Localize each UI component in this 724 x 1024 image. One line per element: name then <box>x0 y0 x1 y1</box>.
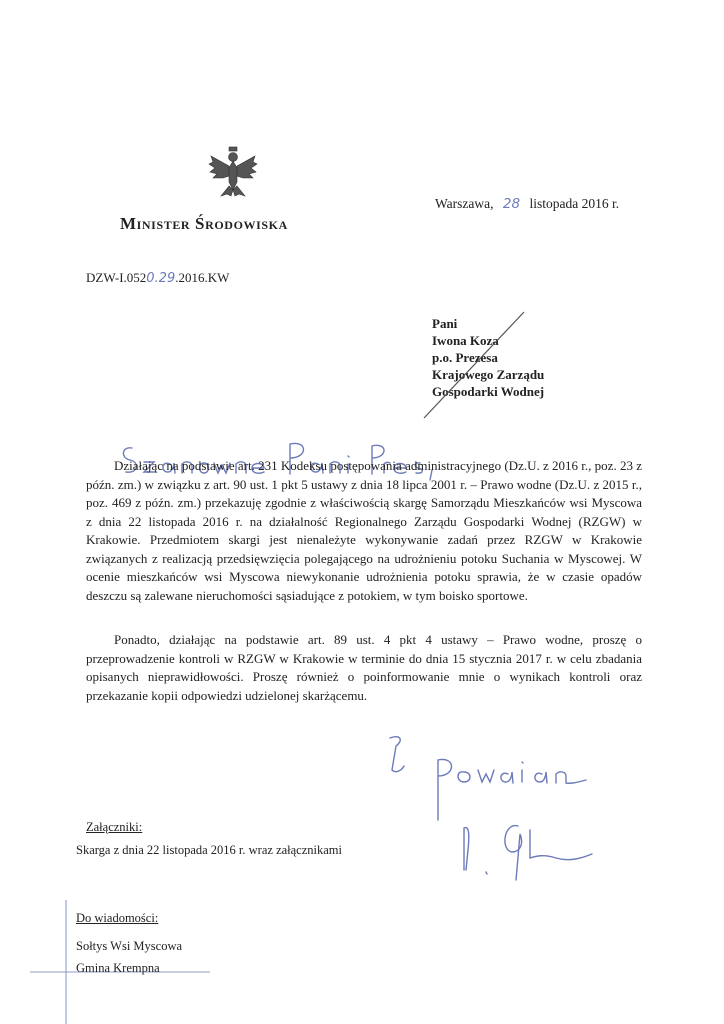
cc-label: Do wiadomości: <box>76 911 159 925</box>
handwritten-signature <box>360 730 620 890</box>
letter-date <box>435 196 619 212</box>
attachment-item: Skarga z dnia 22 listopada 2016 r. wraz załącznikami <box>76 843 342 857</box>
reference-number <box>86 270 229 286</box>
ref-suffix: .2016.KW <box>175 270 230 285</box>
date-suffix: listopada 2016 r. <box>529 196 620 211</box>
cc-item: Sołtys Wsi Myscowa <box>76 939 183 953</box>
addressee-line: Iwona Koza <box>432 333 499 348</box>
addressee-line: Pani <box>432 316 458 331</box>
eagle-emblem-icon <box>207 146 259 198</box>
addressee-line: p.o. Prezesa <box>432 350 498 365</box>
addressee-line: Gospodarki Wodnej <box>432 384 545 399</box>
date-day-handwritten: 28 <box>502 196 521 212</box>
ministry-title: Minister Środowiska <box>120 214 288 233</box>
attachments-label: Załączniki: <box>86 820 143 834</box>
cc-item: Gmina Krempna <box>76 961 160 975</box>
date-prefix: Warszawa, <box>435 196 494 211</box>
body-paragraph: Działając na podstawie art. 231 Kodeksu postępowania administracyjnego (Dz.U. z 2016 r., poz. 23 z późn. zm.) w związku z art. 90 ust. 1 pkt 5 ustawy z dnia 18 lipca 2001 r. – Prawo wodne (Dz.U. z 2015 r., poz. 469 z późn. zm.) przekazuję zgodnie z właściwością skargę Samorządu Mieszkańców wsi Myscowa z dnia 22 listopada 2016 r. na działalność Regionalnego Zarządu Gospodarki Wodnej (RZGW) w Krakowie. Przedmiotem skargi jest nienależyte wykonywanie zadań przez RZGW w Krakowie związanych z realizacją przedsięwzięcia polegającego na udrożnieniu potoku Suchania w Myscowej. W ocenie mieszkańców wsi Myscowa niewykonanie udrożnienia potoku sprawia, że w czasie opadów deszczu są zalewane nieruchomości sąsiadujące z potokiem, w tym boisko sportowe. <box>86 458 642 603</box>
addressee-line: Krajowego Zarządu <box>432 367 545 382</box>
cc-list <box>76 935 182 979</box>
handwritten-strike-line-icon <box>420 310 540 425</box>
body-paragraph: Ponadto, działając na podstawie art. 89 ust. 4 pkt 4 ustawy – Prawo wodne, proszę o przeprowadzenie kontroli w RZGW w Krakowie w terminie do dnia 15 stycznia 2017 r. w celu zbadania opisanych nieprawidłowości. Proszę również o poinformowanie mnie o wynikach kontroli oraz przekazanie kopii odpowiedzi udzielonej skarżącemu. <box>86 632 642 703</box>
ref-prefix: DZW-I.052 <box>86 270 147 285</box>
ref-handwritten: 0.29 <box>146 271 176 286</box>
